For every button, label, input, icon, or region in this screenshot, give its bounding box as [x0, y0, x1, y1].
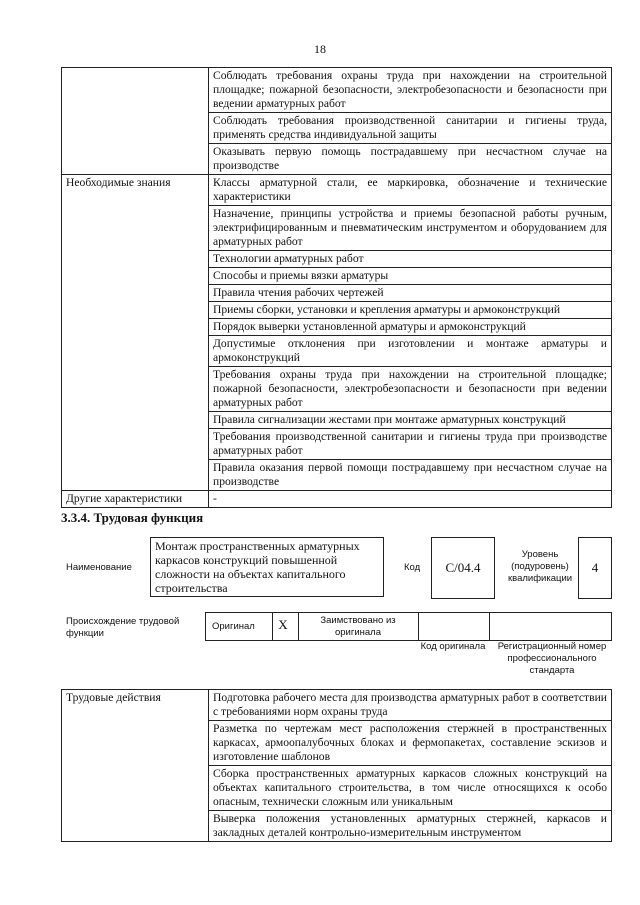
function-code-value: С/04.4	[445, 560, 481, 575]
row-text: -	[209, 491, 612, 508]
row-text: Правила сигнализации жестами при монтаже арматурных конструкций	[209, 412, 612, 429]
original-label: Оригинал	[212, 621, 255, 632]
origin-divider-4	[489, 613, 490, 640]
level-value: 4	[591, 560, 599, 575]
name-label: Наименование	[66, 562, 132, 573]
code-original-caption: Код оригинала	[420, 641, 486, 652]
row-label	[62, 68, 209, 175]
origin-divider-3	[418, 613, 419, 640]
row-text: Выверка положения установленных арматурных стержней, каркасов и закладных деталей контрольно-измерительным инструментом	[209, 811, 612, 842]
function-name-value: Монтаж пространственных арматурных каркасов конструкций повышенной сложности на объектах капитального строительства	[155, 539, 360, 595]
row-text: Технологии арматурных работ	[209, 251, 612, 268]
origin-divider-2	[298, 613, 299, 640]
row-text: Подготовка рабочего места для производства арматурных работ в соответствии с требованиями норм охраны труда	[209, 690, 612, 721]
level-value-box	[578, 537, 612, 599]
row-text: Оказывать первую помощь пострадавшему при несчастном случае на производстве	[209, 144, 612, 175]
row-text: Сборка пространственных арматурных каркасов сложных конструкций на объектах капитального строительства, в том числе относящихся к особо опасным, технически сложным или уникальным	[209, 766, 612, 811]
reg-number-caption: Регистрационный номер профессионального стандарта	[497, 641, 607, 676]
row-text: Допустимые отклонения при изготовлении и монтаже арматуры и армоконструкций	[209, 336, 612, 367]
borrowed-label: Заимствовано из оригинала	[320, 615, 396, 638]
function-code-box	[431, 537, 495, 599]
level-label: Уровень (подуровень) квалификации	[508, 549, 573, 584]
row-text: Разметка по чертежам мест расположения стержней в пространственных каркасах, армоопалубочных блоках и фермопакетах, составление эскизов и изготовление шаблонов	[209, 721, 612, 766]
table-row	[62, 491, 612, 508]
row-text: Соблюдать требования производственной санитарии и гигиены труда, применять средства индивидуальной защиты	[209, 113, 612, 144]
original-mark: X	[278, 617, 288, 632]
section-title: 3.3.4. Трудовая функция	[61, 510, 204, 525]
code-label: Код	[404, 562, 421, 573]
table-row	[62, 175, 612, 206]
row-text: Требования производственной санитарии и гигиены труда при производстве арматурных работ	[209, 429, 612, 460]
row-text: Способы и приемы вязки арматуры	[209, 268, 612, 285]
row-text: Назначение, принципы устройства и приемы безопасной работы ручным, электрифицированным и пневматическим инструментом и оборудованием для арматурных работ	[209, 206, 612, 251]
table-row	[62, 68, 612, 113]
function-name-box	[150, 537, 384, 597]
knowledge-skills-table	[61, 67, 612, 508]
row-text: Правила оказания первой помощи пострадавшему при несчастном случае на производстве	[209, 460, 612, 491]
row-label: Другие характеристики	[62, 491, 209, 508]
origin-row	[205, 612, 612, 641]
row-text: Правила чтения рабочих чертежей	[209, 285, 612, 302]
row-label: Трудовые действия	[62, 690, 209, 842]
table-row	[62, 690, 612, 721]
origin-label: Происхождение трудовой функции	[66, 616, 180, 639]
page-number: 18	[314, 42, 326, 56]
row-text: Требования охраны труда при нахождении на строительной площадке; пожарной безопасности, электробезопасности и безопасности при ведении арматурных работ	[209, 367, 612, 412]
row-label: Необходимые знания	[62, 175, 209, 491]
row-text: Соблюдать требования охраны труда при нахождении на строительной площадке; пожарной безопасности, электробезопасности и безопасности при ведении арматурных работ	[209, 68, 612, 113]
row-text: Приемы сборки, установки и крепления арматуры и армоконструкций	[209, 302, 612, 319]
row-text: Классы арматурной стали, ее маркировка, обозначение и технические характеристики	[209, 175, 612, 206]
labor-actions-table	[61, 689, 612, 842]
row-text: Порядок выверки установленной арматуры и армоконструкций	[209, 319, 612, 336]
